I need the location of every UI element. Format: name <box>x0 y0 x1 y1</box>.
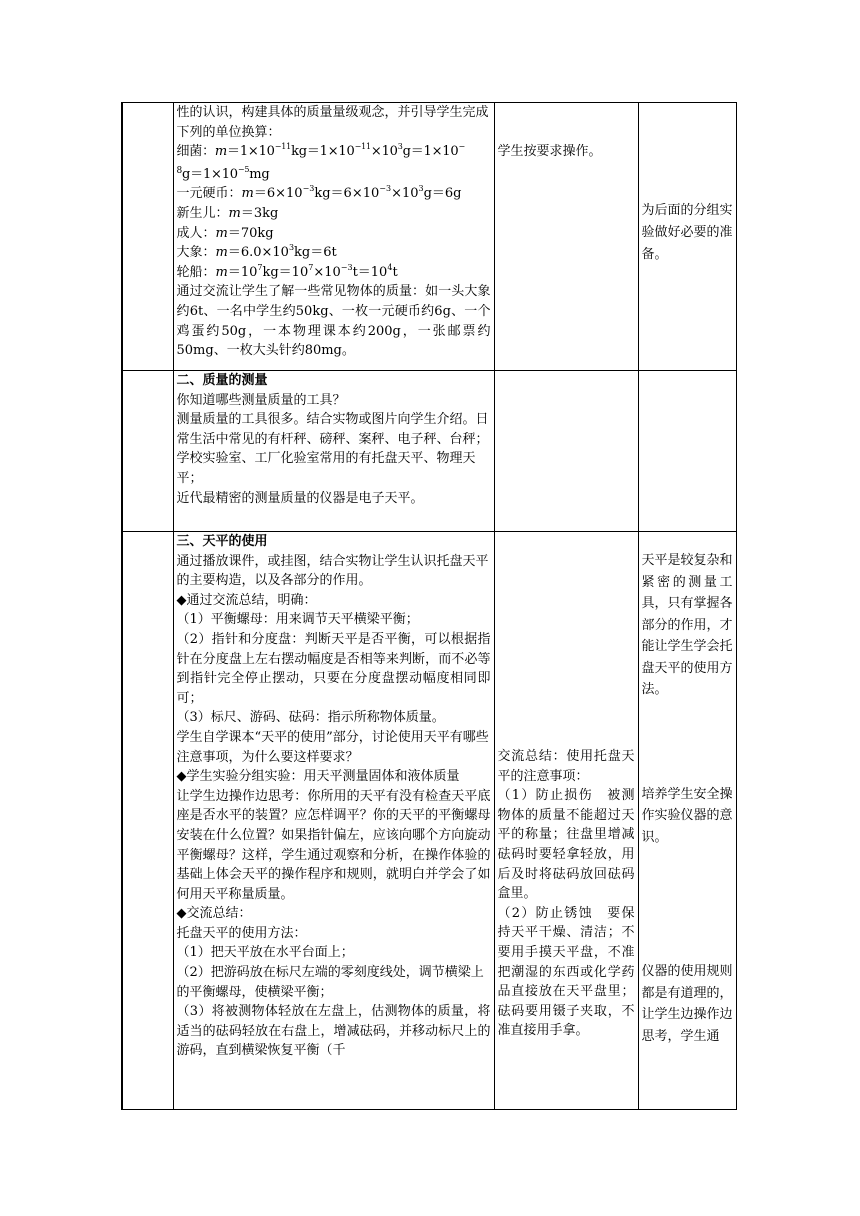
design-intent-cell <box>638 532 736 1110</box>
table-row <box>122 532 736 1110</box>
content-line: 托盘天平的使用方法： <box>176 925 307 941</box>
content-line: 学校实验室、工厂化验室常用的有托盘天平、物理天平； <box>176 451 476 486</box>
content-line: 让学生边操作边思考：你所用的天平有没有检查天平底座是否水平的装置？应怎样调平？你的天平的平衡螺母安装在什么位置？如果指针偏左，应该向哪个方向旋动平衡螺母？这样，学生通过观察和分析，在操作体验的基础上体会天平的操作程序和规则，就明白并学会了如何用天平称量质量。 <box>176 788 491 902</box>
content-line: （1）把天平放在水平台面上； <box>176 945 354 961</box>
content-line: 测量质量的工具很多。结合实物或图片向学生介绍。日常生活中常见的有杆秤、磅秤、案秤、电子秤、台秤； <box>176 412 489 447</box>
intent-line: 为后面的分组实验做好必要的准备。 <box>641 203 733 262</box>
formula-elephant: 大象：$m=6.0\times 10^3kg=6t$ <box>176 243 337 261</box>
content-line: 近代最精密的测量质量的仪器是电子天平。 <box>176 490 424 506</box>
intent-line: 培养学生安全操作实验仪器的意识。 <box>641 786 733 845</box>
content-line: 通过交流让学生了解一些常见物体的质量：如一头大象约6t、一名中学生约50kg、一枚一元硬币约6g、一个鸡蛋约50g，一本物理课本约200g，一张邮票约50mg、一枚大头针约80mg。 <box>176 284 491 359</box>
content-line: 你知道哪些测量质量的工具？ <box>176 392 346 408</box>
content-line: ◆学生实验分组实验：用天平测量固体和液体质量 <box>176 769 460 785</box>
stage-cell <box>122 371 173 532</box>
content-line: （1）平衡螺母：用来调节天平横梁平衡； <box>176 612 419 628</box>
student-line: （2）防止锈蚀 要保持天平干燥、清洁；不要用手摸天平盘，不准把潮湿的东西或化学药品直接放在天平盘里；砝码要用镊子夹取，不准直接用手拿。 <box>497 905 635 1039</box>
content-line: （3）将被测物体轻放在左盘上，估测物体的质量，将适当的砝码轻放在右盘上，增减砝码，并移动标尺上的游码，直到横梁恢复平衡（千 <box>176 1004 491 1059</box>
intent-line: 天平是较复杂和紧密的测量工具，只有掌握各部分的作用，才能让学生学会托盘天平的使用方法。 <box>641 553 733 697</box>
teacher-activity-cell <box>173 371 494 532</box>
teacher-activity-cell <box>173 103 494 371</box>
content-line: 学生自学课本“天平的使用”部分，讨论使用天平有哪些注意事项，为什么要这样要求？ <box>176 729 489 765</box>
content-line: ◆通过交流总结，明确： <box>176 592 317 608</box>
formula-bacteria: 细菌：$m=1\times 10^{-11}kg=1\times 10^{-11}\times 10^3g=1\times 10^-$ $^8g=1\times 10^{-5}mg$ <box>176 142 465 182</box>
design-intent-cell <box>638 103 736 371</box>
section-title: 二、质量的测量 <box>176 373 268 388</box>
student-line: （1）防止损伤 被测物体的质量不能超过天平的称量；往盘里增减砝码时要轻拿轻放，用后及时将砝码放回砝码盒里。 <box>497 788 635 902</box>
table-row <box>122 371 736 532</box>
section-title: 三、天平的使用 <box>176 534 268 549</box>
stage-cell <box>122 103 173 371</box>
formula-ship: 轮船：$m=10^7kg=10^7\times 10^{-3}t=10^4t$ <box>176 262 398 280</box>
student-activity-cell <box>494 103 638 371</box>
student-line: 交流总结：使用托盘天平的注意事项： <box>497 749 635 784</box>
formula-coin: 一元硬币：$m=6\times 10^{-3}kg=6\times 10^{-3}\times 10^3g=6g$ <box>176 184 462 202</box>
table-row <box>122 103 736 371</box>
teacher-activity-cell <box>173 532 494 1110</box>
student-line: 学生按要求操作。 <box>497 144 602 159</box>
content-line: （3）标尺、游码、砝码：指示所称物体质量。 <box>176 710 445 726</box>
lesson-plan-table <box>121 102 737 1110</box>
student-activity-cell <box>494 532 638 1110</box>
student-activity-cell <box>494 371 638 532</box>
content-line: 性的认识，构建具体的质量量级观念，并引导学生完成下列的单位换算： <box>176 105 489 140</box>
formula-adult: 成人：m＝70kg <box>176 225 274 241</box>
content-line: 通过播放课件，或挂图，结合实物让学生认识托盘天平的主要构造，以及各部分的作用。 <box>176 553 489 589</box>
content-line: （2）把游码放在标尺左端的零刻度线处，调节横梁上的平衡螺母，使横梁平衡； <box>176 965 484 1000</box>
intent-line: 仪器的使用规则都是有道理的，让学生边操作边思考，学生通 <box>641 964 733 1044</box>
content-line: ◆交流总结： <box>176 906 252 922</box>
content-line: （2）指针和分度盘：判断天平是否平衡，可以根据指针在分度盘上左右摆动幅度是否相等来判断，而不必等到指针完全停止摆动，只要在分度盘摆动幅度相同即可； <box>176 631 491 706</box>
design-intent-cell <box>638 371 736 532</box>
stage-cell <box>122 532 173 1110</box>
formula-newborn: 新生儿：m＝3kg <box>176 205 279 221</box>
